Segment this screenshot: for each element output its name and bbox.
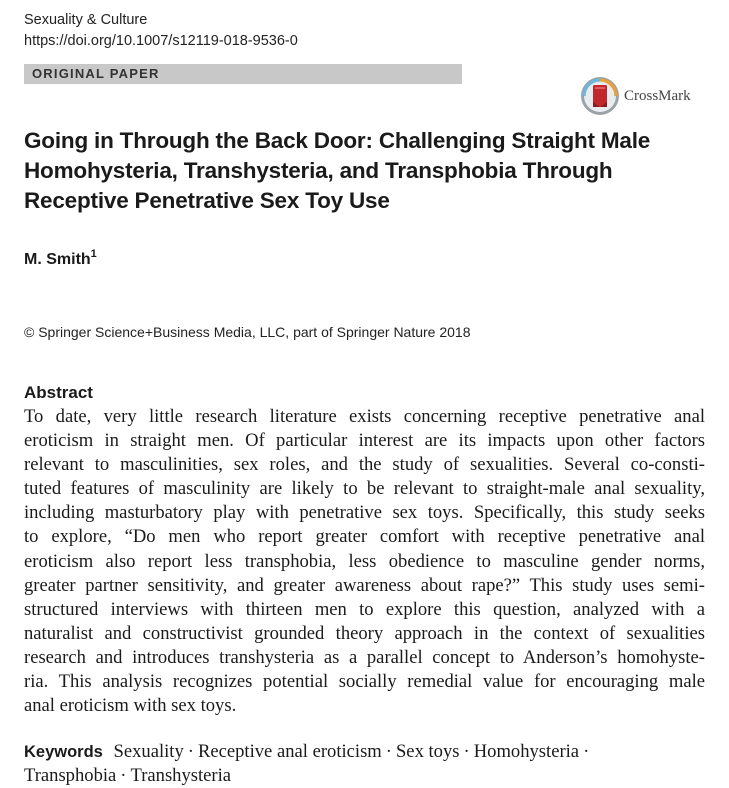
keyword: Transhysteria [130, 765, 232, 786]
abstract-line: ria. This analysis recognizes potential socially remedial value for encouraging male [24, 671, 705, 693]
author-name: M. Smith [24, 251, 91, 268]
abstract-line: To date, very little research literature exists concerning receptive penetrative anal [24, 406, 705, 427]
abstract-line: greater partner sensitivity, and greater awareness about rape?” This study uses semi- [24, 574, 705, 596]
abstract-line: tuted features of masculinity are likely to be relevant to straight-male anal sexuality, [24, 478, 705, 500]
keyword: Homohysteria [473, 741, 580, 762]
abstract-line: including masturbatory play with penetrative sex toys. Specifically, this study seeks [24, 502, 705, 524]
abstract-line: relevant to masculinities, sex roles, and the study of sexualities. Several co-consti- [24, 454, 705, 476]
abstract-line: research and introduces transhysteria as a parallel concept to Anderson’s homohyste- [24, 646, 705, 668]
paper-title [24, 126, 704, 216]
crossmark-badge[interactable] [580, 75, 691, 117]
author[interactable] [24, 250, 97, 270]
title-line: Receptive Penetrative Sex Toy Use [24, 188, 390, 213]
keyword: Receptive anal eroticism [197, 741, 382, 762]
affiliation-marker[interactable]: 1 [90, 248, 97, 260]
abstract-line: to explore, “Do men who report greater comfort with receptive penetrative anal [24, 526, 705, 548]
abstract-line: anal eroticism with sex toys. [24, 695, 237, 717]
keyword-separator: · [583, 741, 590, 762]
title-line: Going in Through the Back Door: Challenging Straight Male [24, 128, 651, 153]
keyword-separator: · [187, 741, 194, 762]
abstract-body [24, 405, 705, 718]
keyword: Sexuality [113, 741, 184, 762]
crossmark-label: CrossMark [624, 87, 691, 104]
crossmark-icon [580, 76, 620, 116]
copyright-notice: © Springer Science+Business Media, LLC, part of Springer Nature 2018 [24, 324, 471, 340]
doi-link[interactable]: https://doi.org/10.1007/s12119-018-9536-0 [24, 33, 298, 49]
title-line: Homohysteria, Transhysteria, and Transphobia Through [24, 158, 613, 183]
keywords-label: Keywords [24, 743, 103, 761]
paper-type-banner: ORIGINAL PAPER [24, 64, 462, 84]
journal-name: Sexuality & Culture [24, 12, 148, 28]
keyword: Sex toys [395, 741, 460, 762]
abstract-heading: Abstract [24, 383, 93, 402]
keyword-separator: · [463, 741, 470, 762]
abstract-line: eroticism also report less transphobia, less obedience to masculine gender norms, [24, 550, 705, 572]
abstract-line: eroticism in straight men. Of particular interest are its impacts upon other factors [24, 430, 705, 452]
abstract-line: naturalist and constructivist grounded theory approach in the context of sexualities [24, 622, 705, 644]
abstract-line: structured interviews with thirteen men to explore this question, analyzed with a [24, 598, 705, 620]
keyword-separator: · [120, 765, 127, 786]
keyword: Transphobia [24, 765, 117, 786]
keyword-separator: · [385, 741, 392, 762]
keywords [24, 740, 705, 788]
